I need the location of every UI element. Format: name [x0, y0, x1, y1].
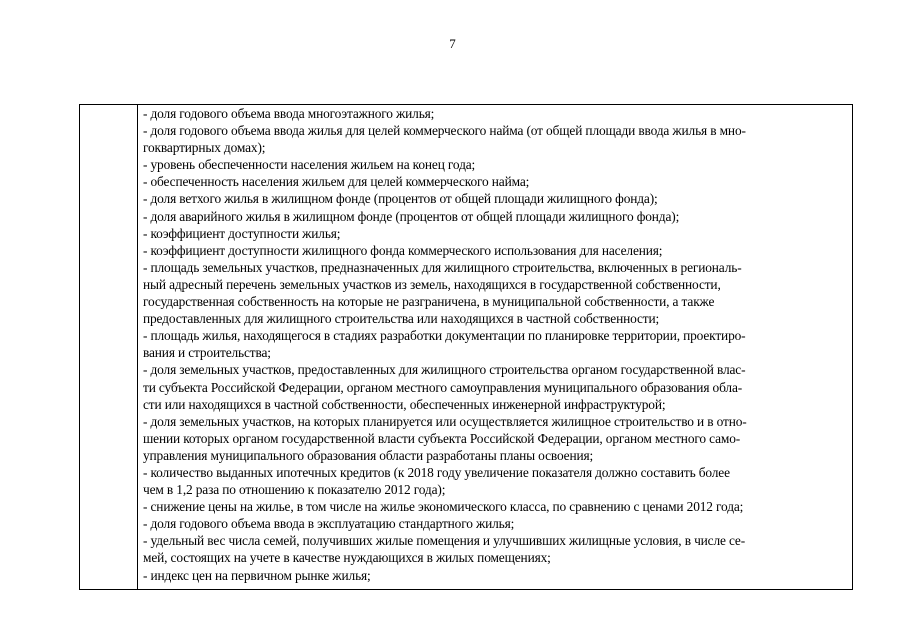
- table-row: [80, 105, 853, 590]
- indicator-line: - уровень обеспеченности населения жильем на конец года;: [143, 157, 476, 173]
- indicator-line: - обеспеченность населения жильем для целей коммерческого найма;: [143, 174, 530, 190]
- indicator-line: - количество выданных ипотечных кредитов (к 2018 году увеличение показателя должно составить более: [143, 464, 730, 480]
- indicator-line: - коэффициент доступности жилищного фонда коммерческого использования для населения;: [143, 242, 663, 258]
- left-column-cell: [80, 105, 138, 590]
- indicator-line: управления муниципального образования области разработаны планы освоения;: [143, 447, 594, 463]
- indicator-line: - доля годового объема ввода многоэтажного жилья;: [143, 106, 435, 121]
- indicator-line: - площадь земельных участков, предназначенных для жилищного строительства, включенных в региональ-: [143, 259, 742, 275]
- indicator-line: государственная собственность на которые не разграничена, в муниципальной собственности, а также: [143, 294, 715, 310]
- indicator-line: - индекс цен на первичном рынке жилья;: [143, 567, 371, 583]
- indicator-line: - доля аварийного жилья в жилищном фонде (процентов от общей площади жилищного фонда);: [143, 208, 680, 224]
- indicator-line: ный адресный перечень земельных участков из земель, находящихся в государственной собственности,: [143, 276, 721, 292]
- document-table: [79, 104, 853, 590]
- indicator-line: чем в 1,2 раза по отношению к показателю 2012 года);: [143, 482, 446, 498]
- indicator-line: - доля годового объема ввода в эксплуатацию стандартного жилья;: [143, 516, 515, 532]
- indicator-line: - доля земельных участков, предоставленных для жилищного строительства органом государственной влас-: [143, 362, 746, 378]
- indicator-line: - доля земельных участков, на которых планируется или осуществляется жилищное строительство и в отно-: [143, 413, 747, 429]
- indicator-line: вания и строительства;: [143, 345, 271, 361]
- indicator-line: гоквартирных домах);: [143, 140, 266, 156]
- indicator-line: предоставленных для жилищного строительства или находящихся в частной собственности;: [143, 311, 660, 327]
- indicator-line: ти субъекта Российской Федерации, органом местного самоуправления муниципального образования обла-: [143, 379, 743, 395]
- indicator-line: - площадь жилья, находящегося в стадиях разработки документации по планировке территории, проектиро-: [143, 328, 746, 344]
- indicator-line: - снижение цены на жилье, в том числе на жилье экономического класса, по сравнению с ценами 2012 года;: [143, 499, 744, 515]
- indicator-line: сти или находящихся в частной собственности, обеспеченных инженерной инфраструктурой;: [143, 396, 666, 412]
- indicator-line: - доля ветхого жилья в жилищном фонде (процентов от общей площади жилищного фонда);: [143, 191, 658, 207]
- indicator-line: - коэффициент доступности жилья;: [143, 225, 341, 241]
- indicator-line: шении которых органом государственной власти субъекта Российской Федерации, органом местного само-: [143, 430, 741, 446]
- page-number: 7: [449, 36, 456, 51]
- indicator-line: мей, состоящих на учете в качестве нуждающихся в жилых помещениях;: [143, 550, 551, 566]
- indicators-cell: [138, 105, 853, 590]
- indicator-list: [138, 105, 852, 584]
- indicator-line: - доля годового объема ввода жилья для целей коммерческого найма (от общей площади ввода жилья в мно-: [143, 123, 746, 139]
- indicator-line: - удельный вес числа семей, получивших жилые помещения и улучшивших жилищные условия, в числе се-: [143, 533, 746, 549]
